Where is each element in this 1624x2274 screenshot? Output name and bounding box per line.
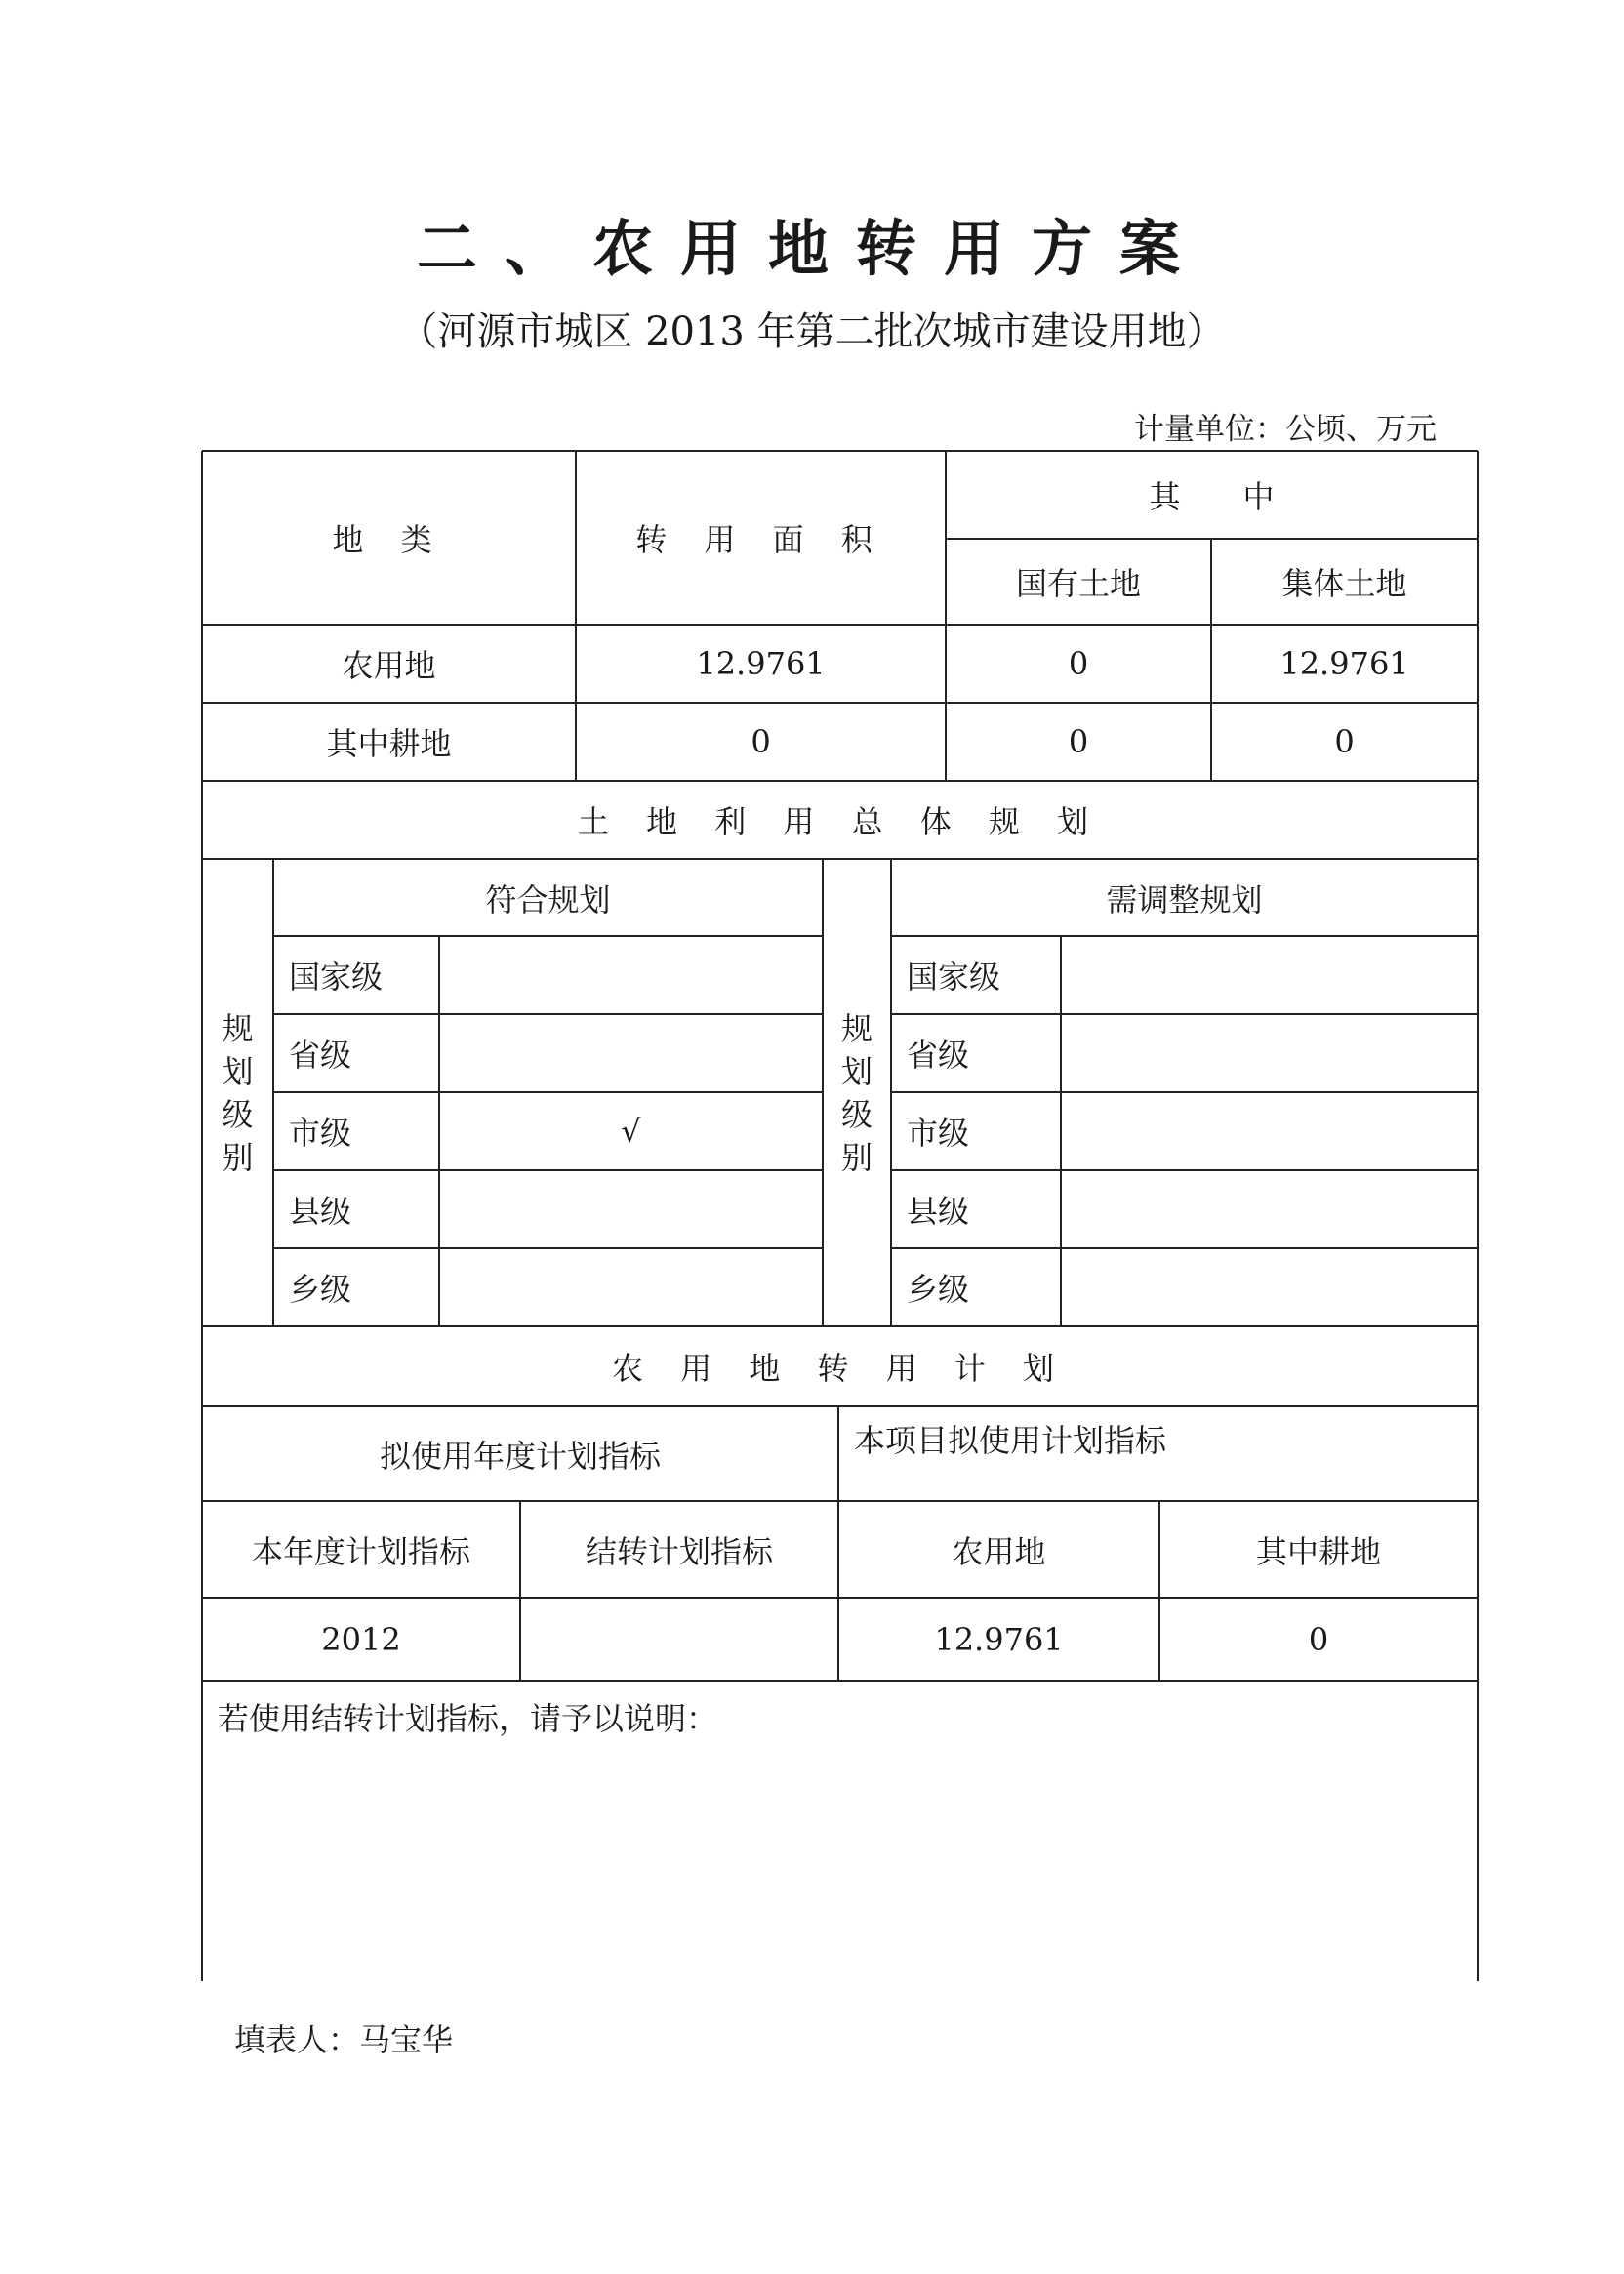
section-overall-plan: 土 地 利 用 总 体 规 划 [577, 803, 1103, 840]
header-of-which: 其 中 [1149, 478, 1275, 515]
left-mark-provincial [439, 1014, 823, 1092]
row-cultivated-area: 0 [751, 723, 771, 760]
project-plan-indicator: 本项目拟使用计划指标 [854, 1422, 1167, 1459]
row-farmland-area: 12.9761 [696, 645, 826, 682]
col-this-year-indicator: 本年度计划指标 [251, 1532, 470, 1570]
left-level-township: 乡级 [289, 1271, 352, 1308]
right-level-provincial: 省级 [907, 1036, 970, 1074]
form-filler: 填表人：马宝华 [234, 2021, 454, 2058]
header-land-type: 地 类 [332, 521, 446, 558]
header-state-land: 国有土地 [1015, 565, 1141, 602]
page-title: 二、农用地转用方案 [416, 213, 1207, 284]
row-farmland-label: 农用地 [342, 647, 436, 684]
left-level-county: 县级 [289, 1193, 352, 1230]
col-cultivated: 其中耕地 [1255, 1532, 1381, 1570]
header-conversion-area: 转 用 面 积 [635, 521, 886, 558]
value-cultivated: 0 [1308, 1620, 1329, 1658]
right-mark-county [1061, 1170, 1478, 1248]
value-carryover [520, 1598, 838, 1681]
section-conversion-plan: 农 用 地 转 用 计 划 [611, 1350, 1069, 1387]
left-mark-township [439, 1248, 823, 1326]
right-level-national: 国家级 [907, 958, 1001, 995]
left-mark-national [439, 936, 823, 1014]
carryover-note-label: 若使用结转计划指标，请予以说明： [218, 1700, 718, 1737]
left-mark-county [439, 1170, 823, 1248]
right-mark-township [1061, 1248, 1478, 1326]
plan-level-label-left: 规 划 级 别 [222, 1009, 254, 1176]
row-farmland-collective: 12.9761 [1279, 645, 1409, 682]
left-level-provincial: 省级 [289, 1036, 352, 1074]
plan-level-label-right: 规 划 级 别 [840, 1009, 873, 1176]
left-level-national: 国家级 [289, 958, 384, 995]
proposed-annual-indicator: 拟使用年度计划指标 [379, 1437, 661, 1475]
left-level-municipal: 市级 [289, 1115, 352, 1152]
page-subtitle: （河源市城区 2013 年第二批次城市建设用地） [398, 309, 1226, 354]
right-mark-municipal [1061, 1092, 1478, 1170]
right-mark-national [1061, 936, 1478, 1014]
value-this-year: 2012 [321, 1620, 401, 1658]
right-mark-provincial [1061, 1014, 1478, 1092]
adjustment-plan-title: 需调整规划 [1106, 880, 1263, 918]
header-collective-land: 集体土地 [1281, 565, 1407, 602]
right-level-county: 县级 [907, 1193, 970, 1230]
row-cultivated-collective: 0 [1334, 723, 1355, 760]
row-cultivated-state: 0 [1068, 723, 1089, 760]
left-mark-municipal: √ [621, 1113, 641, 1150]
unit-label: 计量单位：公顷、万元 [1134, 412, 1437, 447]
value-farmland: 12.9761 [934, 1620, 1064, 1658]
row-cultivated-label: 其中耕地 [326, 725, 452, 762]
conforming-plan-title: 符合规划 [485, 880, 611, 918]
col-farmland: 农用地 [952, 1532, 1046, 1570]
right-level-township: 乡级 [907, 1271, 970, 1308]
col-carryover-indicator: 结转计划指标 [585, 1532, 773, 1570]
row-farmland-state: 0 [1068, 645, 1089, 682]
right-level-municipal: 市级 [907, 1115, 970, 1152]
